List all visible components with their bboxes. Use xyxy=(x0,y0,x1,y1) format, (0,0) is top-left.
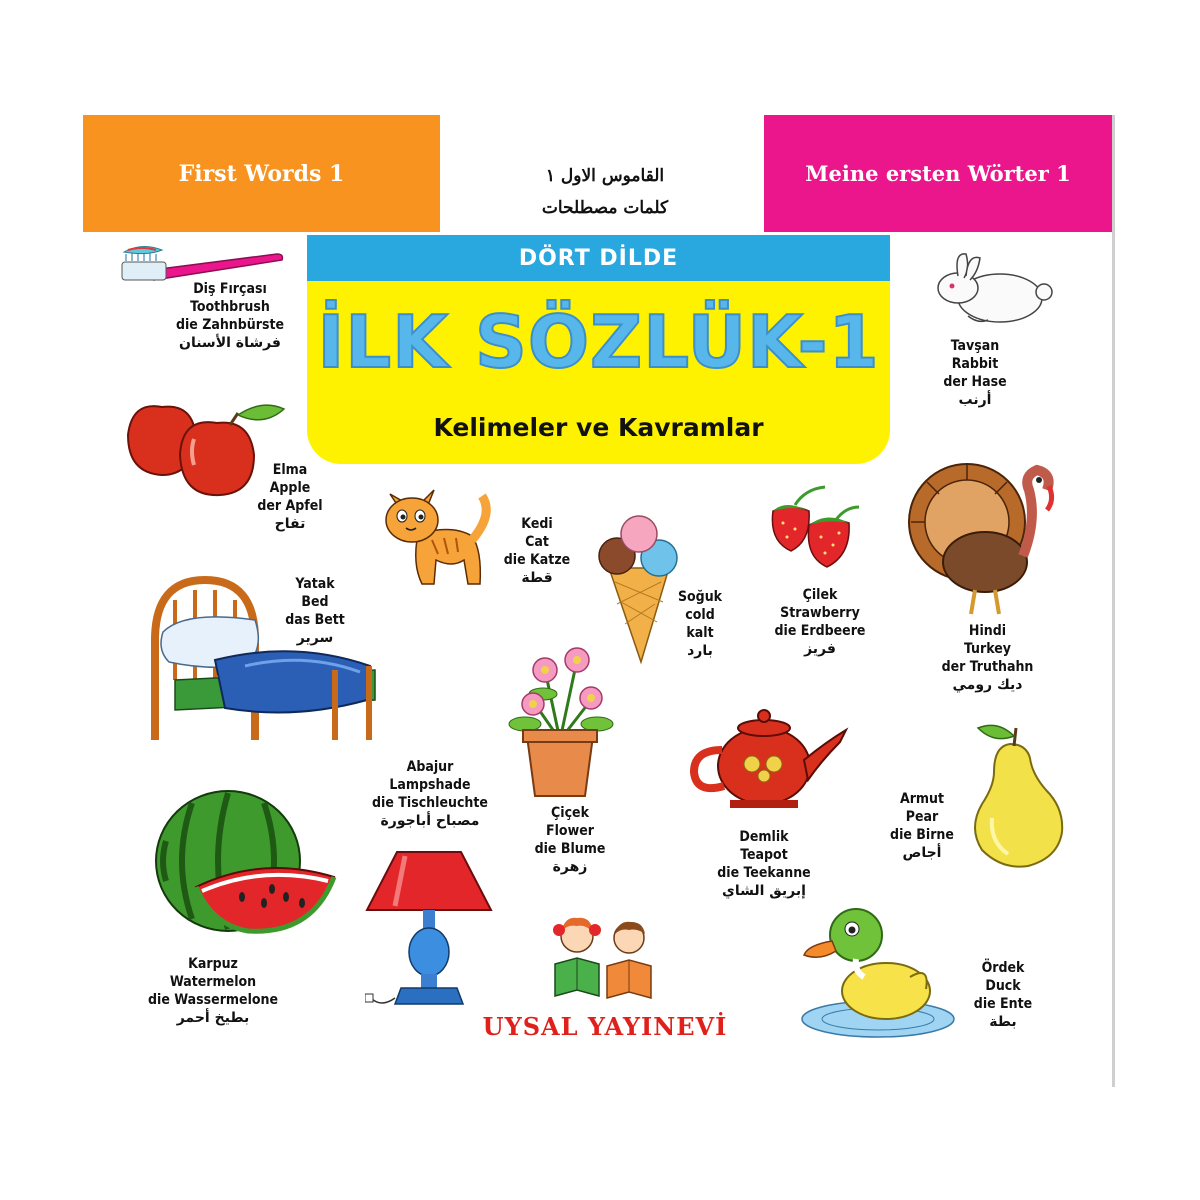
cat-icon xyxy=(382,484,497,594)
word-toothbrush-tr: Diş Fırçası xyxy=(193,281,267,297)
pear-icon xyxy=(958,722,1068,872)
strawberry-icon xyxy=(765,485,865,570)
word-turkey-tr: Hindi xyxy=(968,623,1007,639)
word-flower-tr: Çiçek xyxy=(551,805,589,821)
word-pear-tr: Armut xyxy=(899,791,945,807)
word-duck-en: Duck xyxy=(985,978,1021,994)
word-lampshade-ar: مصباح أباجورة xyxy=(380,813,480,829)
arabic-header xyxy=(480,160,730,224)
watermelon-icon xyxy=(152,785,342,935)
word-teapot-tr: Demlik xyxy=(739,829,789,845)
word-strawberry-tr: Çilek xyxy=(802,587,838,603)
word-apple xyxy=(240,461,340,533)
word-watermelon xyxy=(148,955,278,1027)
flower-pot-icon xyxy=(505,640,615,800)
word-cat-en: Cat xyxy=(525,534,549,550)
word-toothbrush xyxy=(160,280,300,352)
word-bed-de: das Bett xyxy=(285,612,345,628)
word-strawberry xyxy=(765,586,875,658)
word-cold-en: cold xyxy=(685,607,715,623)
word-turkey-ar: ديك رومي xyxy=(952,677,1023,693)
word-pear xyxy=(880,790,964,862)
word-pear-en: Pear xyxy=(905,809,939,825)
word-lampshade-tr: Abajur xyxy=(406,759,454,775)
word-teapot-en: Teapot xyxy=(740,847,788,863)
rabbit-icon xyxy=(928,250,1058,330)
word-toothbrush-de: die Zahnbürste xyxy=(175,317,285,333)
header-right-bar xyxy=(764,115,1112,232)
word-cold-ar: بارد xyxy=(687,643,713,659)
main-title: İLK SÖZLÜK-1 xyxy=(317,300,880,384)
word-duck-tr: Ördek xyxy=(981,960,1025,976)
word-rabbit xyxy=(920,337,1030,409)
word-strawberry-de: die Erdbeere xyxy=(774,623,866,639)
dort-dilde-label: DÖRT DİLDE xyxy=(518,245,679,271)
word-lampshade-de: die Tischleuchte xyxy=(372,795,488,811)
word-cold xyxy=(668,588,732,660)
word-turkey-en: Turkey xyxy=(964,641,1011,657)
arabic-title: القاموس الاول ١ xyxy=(545,166,665,186)
word-teapot-ar: إبريق الشاي xyxy=(722,883,806,899)
word-bed-en: Bed xyxy=(301,594,329,610)
word-rabbit-tr: Tavşan xyxy=(950,338,1000,354)
word-apple-tr: Elma xyxy=(272,462,308,478)
arabic-subtitle: كلمات مصطلحات xyxy=(541,198,669,218)
word-strawberry-ar: فريز xyxy=(804,641,836,657)
word-flower-en: Flower xyxy=(546,823,594,839)
word-teapot-de: die Teekanne xyxy=(717,865,811,881)
word-duck-de: die Ente xyxy=(973,996,1033,1012)
word-duck-ar: بطة xyxy=(989,1014,1017,1030)
word-cat-ar: قطة xyxy=(521,570,553,586)
word-watermelon-tr: Karpuz xyxy=(188,956,238,972)
publisher-name: UYSAL YAYINEVİ xyxy=(482,1012,728,1041)
word-lampshade xyxy=(365,758,495,830)
word-flower xyxy=(525,804,615,876)
word-toothbrush-ar: فرشاة الأسنان xyxy=(179,335,281,351)
word-teapot xyxy=(706,828,822,900)
word-watermelon-de: die Wassermelone xyxy=(148,992,279,1008)
word-lampshade-en: Lampshade xyxy=(389,777,471,793)
word-watermelon-ar: بطيخ أحمر xyxy=(176,1010,250,1026)
header-left-bar xyxy=(83,115,440,232)
word-cold-tr: Soğuk xyxy=(677,589,723,605)
word-strawberry-en: Strawberry xyxy=(780,605,860,621)
word-bed-ar: سرير xyxy=(296,630,334,646)
page-edge xyxy=(1112,115,1115,1087)
first-words-label: First Words 1 xyxy=(178,160,345,187)
word-cold-de: kalt xyxy=(686,625,714,641)
word-apple-de: der Apfel xyxy=(257,498,323,514)
turkey-icon xyxy=(905,450,1065,620)
word-turkey xyxy=(930,622,1045,694)
word-bed xyxy=(272,575,358,647)
duck-icon xyxy=(798,893,958,1043)
word-flower-ar: زهرة xyxy=(552,859,588,875)
word-cat-de: die Katze xyxy=(503,552,571,568)
word-turkey-de: der Truthahn xyxy=(941,659,1034,675)
word-toothbrush-en: Toothbrush xyxy=(190,299,270,315)
word-pear-ar: أجاص xyxy=(902,845,942,861)
title-band xyxy=(307,235,890,281)
word-cat-tr: Kedi xyxy=(521,516,553,532)
word-watermelon-en: Watermelon xyxy=(169,974,257,990)
word-rabbit-ar: أرنب xyxy=(958,392,992,408)
lamp-icon xyxy=(365,848,495,1013)
word-pear-de: die Birne xyxy=(890,827,954,843)
word-rabbit-de: der Hase xyxy=(943,374,1007,390)
word-duck xyxy=(968,959,1038,1031)
meine-ersten-woerter-label: Meine ersten Wörter 1 xyxy=(805,161,1071,186)
word-flower-de: die Blume xyxy=(534,841,606,857)
subtitle: Kelimeler ve Kavramlar xyxy=(433,413,764,442)
word-apple-ar: تفاح xyxy=(274,516,306,532)
children-reading-icon xyxy=(545,910,660,1005)
word-bed-tr: Yatak xyxy=(295,576,335,592)
teapot-icon xyxy=(690,702,850,812)
word-rabbit-en: Rabbit xyxy=(951,356,999,372)
word-cat xyxy=(492,515,582,587)
word-apple-en: Apple xyxy=(269,480,311,496)
